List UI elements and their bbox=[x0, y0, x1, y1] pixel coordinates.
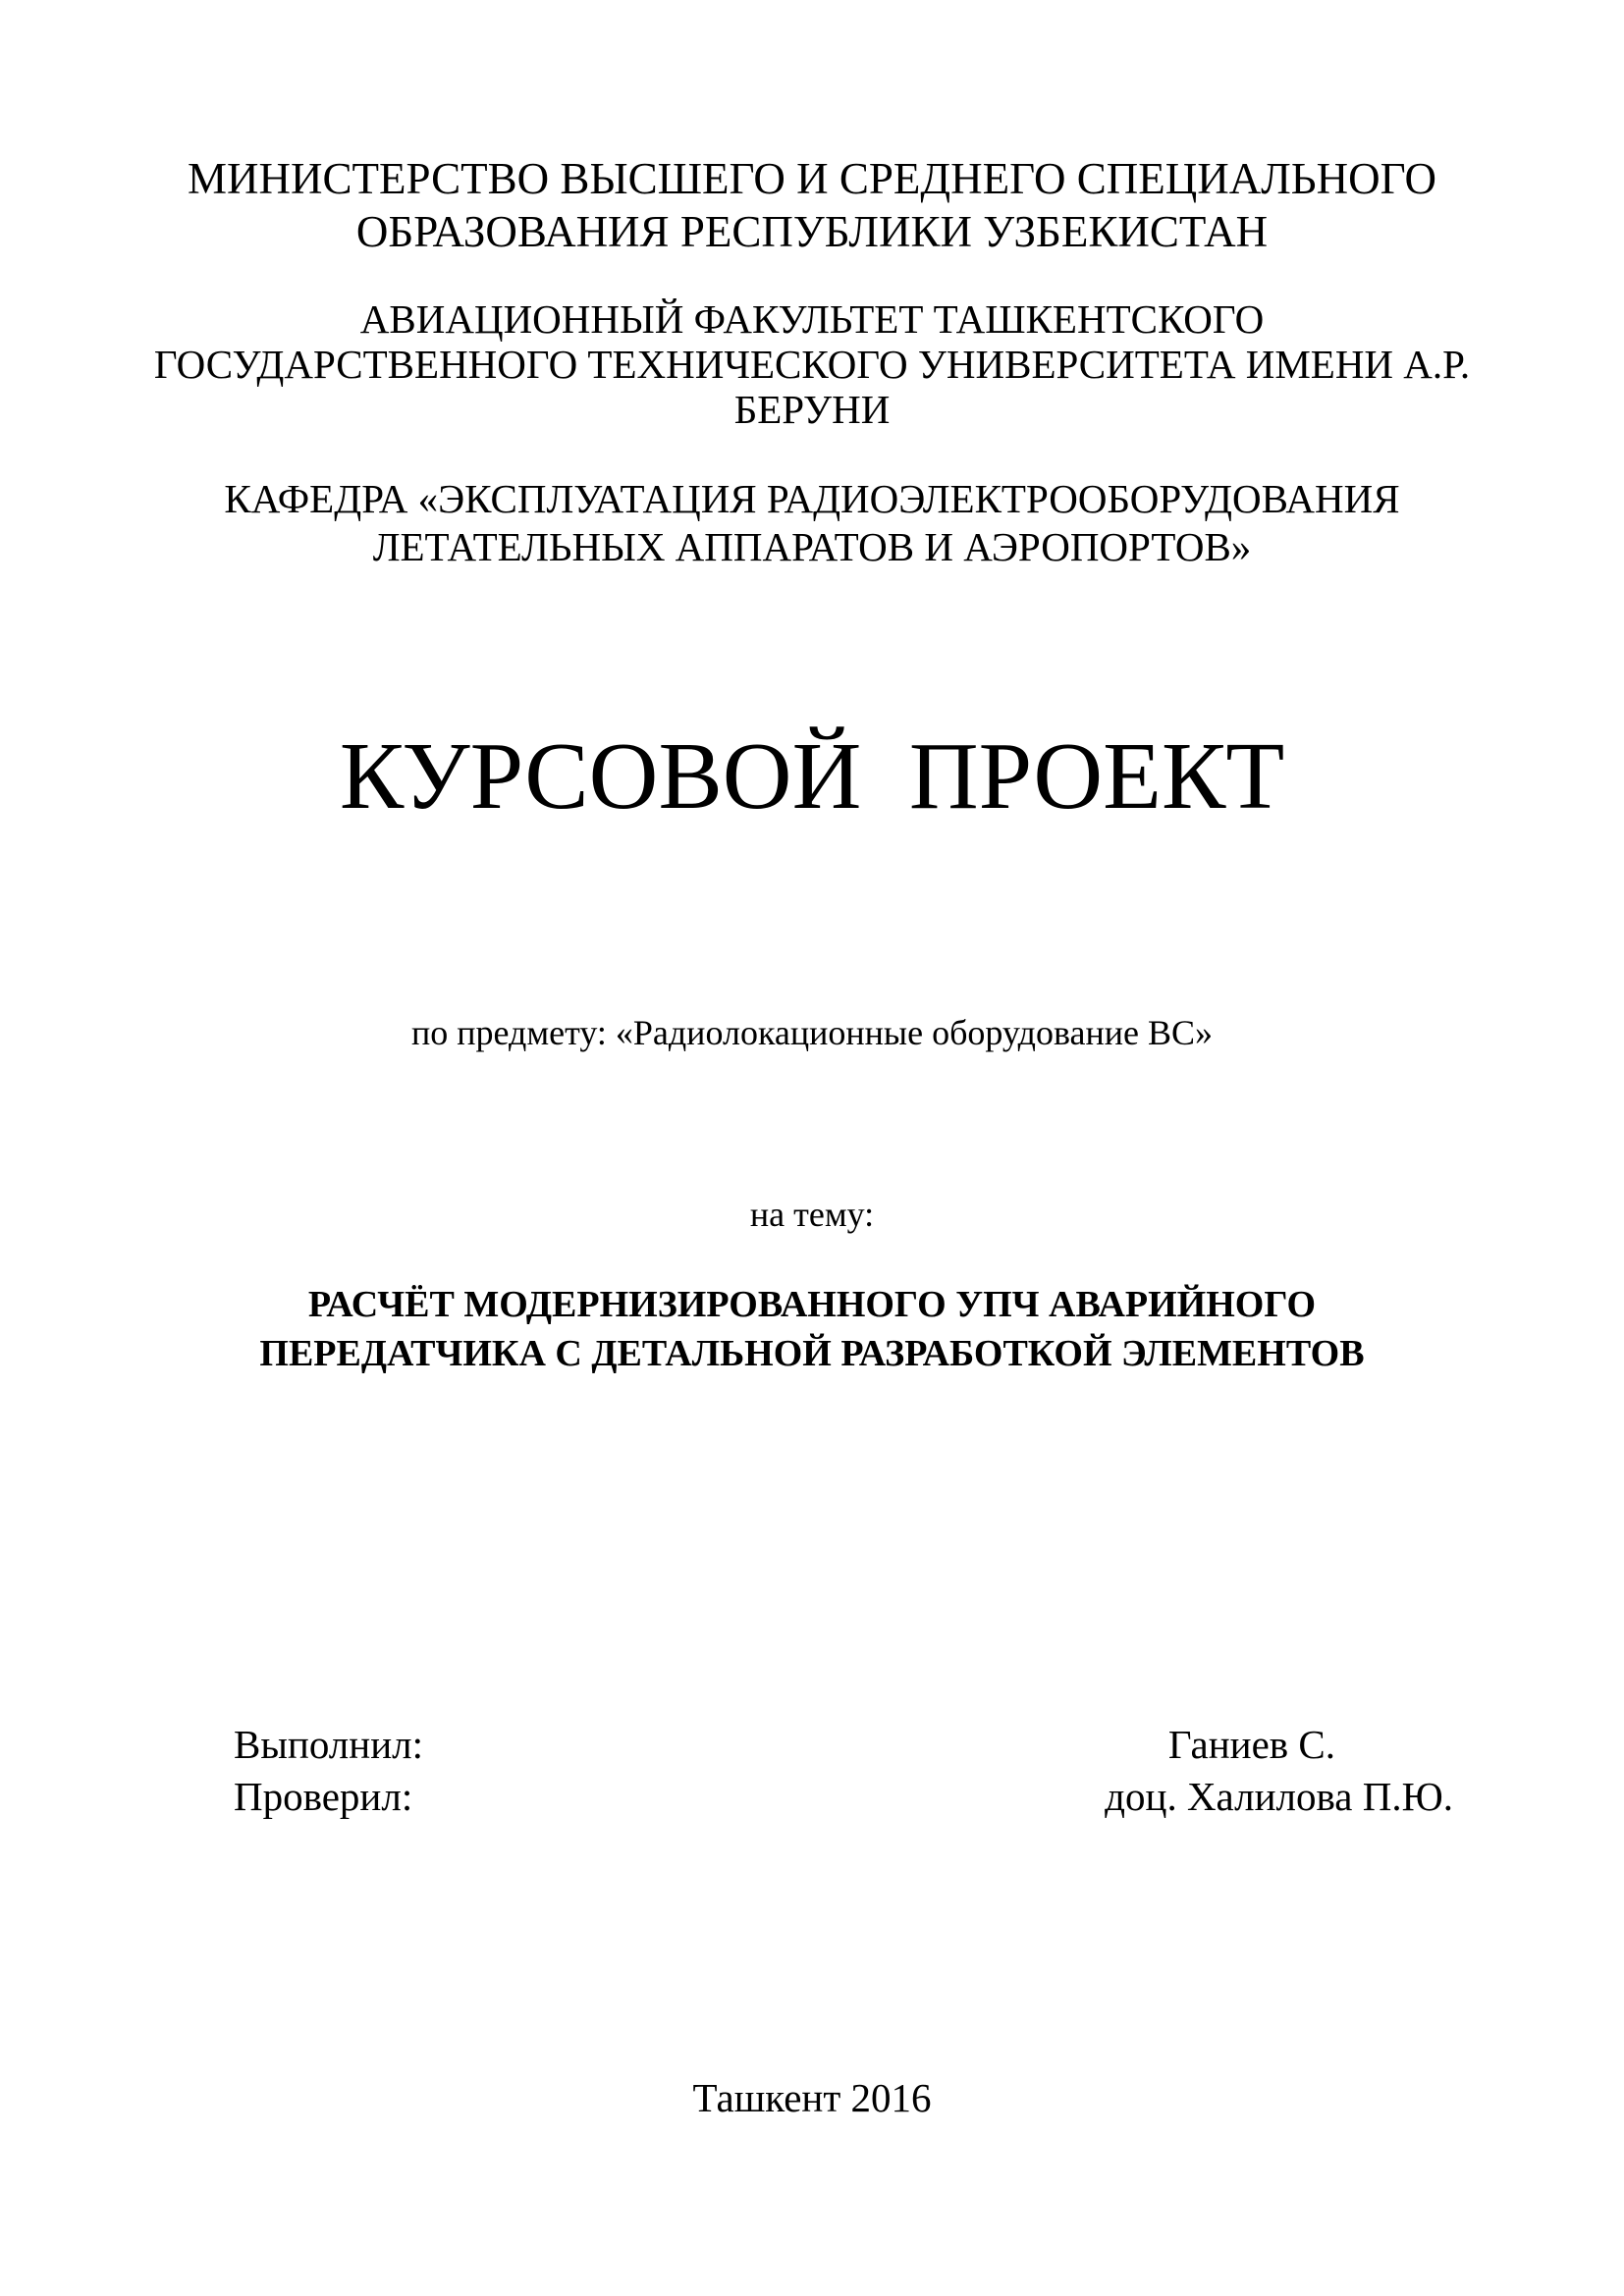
signature-person: доц. Халилова П.Ю. bbox=[1105, 1774, 1453, 1819]
faculty-line-1: АВИАЦИОННЫЙ ФАКУЛЬТЕТ ТАШКЕНТСКОГО bbox=[359, 296, 1265, 342]
department-line-1: КАФЕДРА «ЭКСПЛУАТАЦИЯ РАДИОЭЛЕКТРООБОРУДОВАНИЯ bbox=[224, 476, 1400, 521]
ministry-header bbox=[0, 152, 1624, 258]
department-line-2: ЛЕТАТЕЛЬНЫХ АППАРАТОВ И АЭРОПОРТОВ» bbox=[372, 524, 1252, 569]
faculty-line-2: ГОСУДАРСТВЕННОГО ТЕХНИЧЕСКОГО УНИВЕРСИТЕТА ИМЕНИ А.Р. bbox=[153, 342, 1471, 387]
signature-person: Ганиев С. bbox=[1167, 1722, 1335, 1767]
signature-role: Проверил: bbox=[234, 1774, 413, 1819]
department-header bbox=[0, 475, 1624, 571]
faculty-line-3: БЕРУНИ bbox=[733, 387, 891, 432]
topic-label: на тему: bbox=[749, 1195, 875, 1234]
ministry-line-2: ОБРАЗОВАНИЯ РЕСПУБЛИКИ УЗБЕКИСТАН bbox=[355, 207, 1269, 256]
topic-line-1: РАСЧЁТ МОДЕРНИЗИРОВАННОГО УПЧ АВАРИЙНОГО bbox=[307, 1284, 1317, 1325]
topic-line-2: ПЕРЕДАТЧИКА С ДЕТАЛЬНОЙ РАЗРАБОТКОЙ ЭЛЕМЕНТОВ bbox=[259, 1333, 1365, 1374]
ministry-line-1: МИНИСТЕРСТВО ВЫСШЕГО И СРЕДНЕГО СПЕЦИАЛЬНОГО bbox=[188, 154, 1436, 203]
signature-role: Выполнил: bbox=[234, 1722, 423, 1767]
city-year: Ташкент 2016 bbox=[692, 2075, 932, 2120]
document-title: КУРСОВОЙ ПРОЕКТ bbox=[339, 723, 1285, 829]
faculty-header bbox=[0, 296, 1624, 432]
topic-title bbox=[0, 1280, 1624, 1378]
subject-line: по предмету: «Радиолокационные оборудование ВС» bbox=[410, 1013, 1214, 1052]
